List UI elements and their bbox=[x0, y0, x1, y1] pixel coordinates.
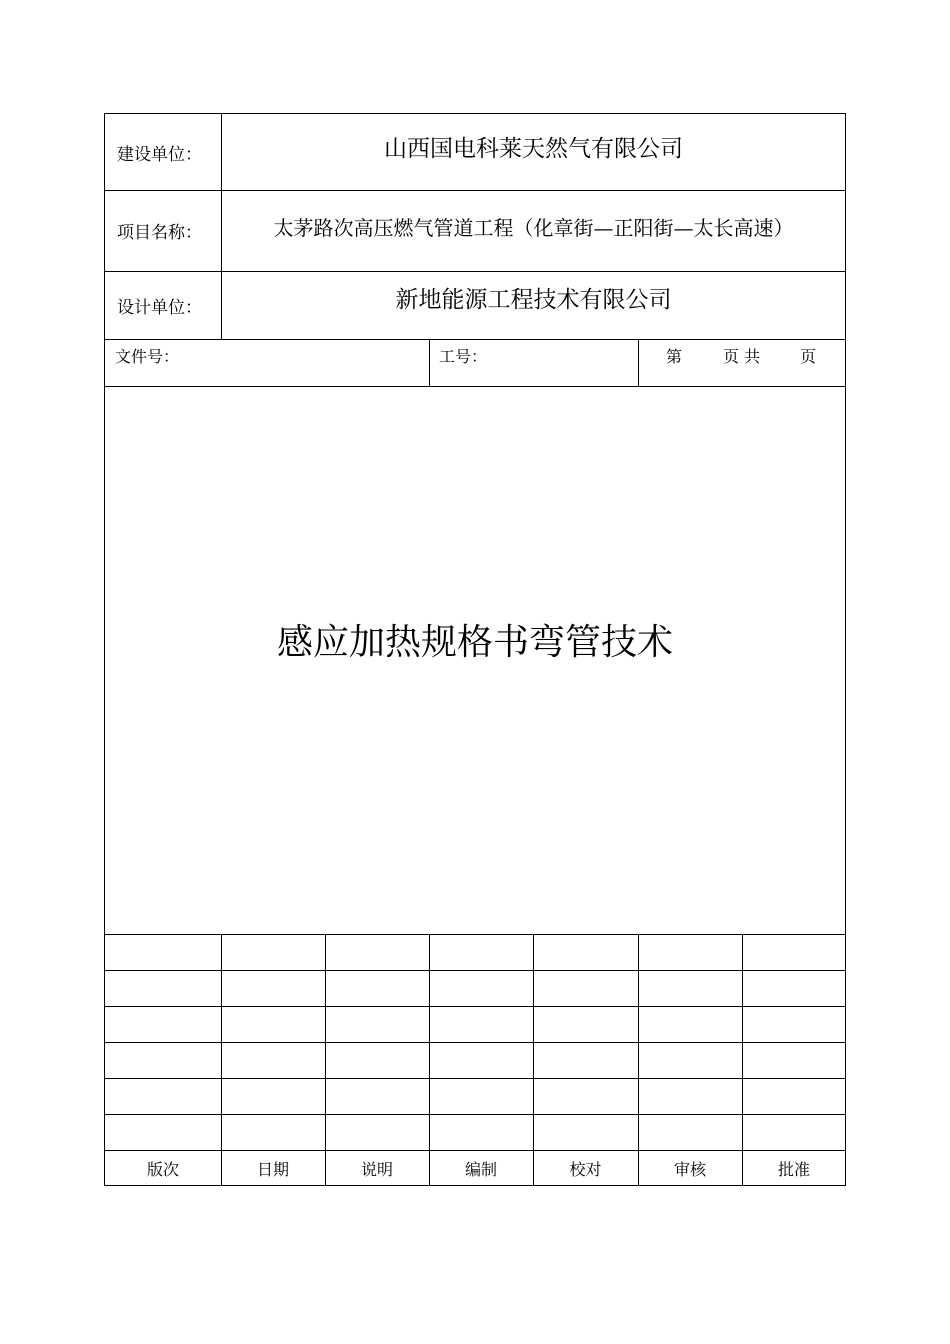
row-divider bbox=[105, 386, 845, 387]
row-divider bbox=[105, 970, 845, 971]
revision-header-cell: 校对 bbox=[569, 1159, 602, 1179]
row-divider bbox=[105, 1006, 845, 1007]
page-prefix: 第 bbox=[666, 346, 683, 366]
revision-header-cell: 日期 bbox=[256, 1159, 289, 1179]
design-unit-value: 新地能源工程技术有限公司 bbox=[395, 286, 672, 313]
construction-unit-value: 山西国电科莱天然气有限公司 bbox=[384, 135, 683, 162]
revision-header-cell: 版次 bbox=[146, 1159, 179, 1179]
row-divider bbox=[105, 1114, 845, 1115]
table-column-divider bbox=[638, 934, 639, 1186]
design-unit-label: 设计单位： bbox=[117, 297, 202, 318]
revision-header-cell: 编制 bbox=[464, 1159, 497, 1179]
page-suffix: 页 bbox=[800, 346, 817, 366]
project-name-value: 太茅路次高压燃气管道工程（化章街—正阳街—太长高速） bbox=[273, 215, 794, 240]
document-form bbox=[104, 113, 846, 1186]
row-divider bbox=[105, 1078, 845, 1079]
file-no-label: 文件号： bbox=[115, 346, 180, 366]
project-name-label: 项目名称： bbox=[117, 223, 202, 243]
table-column-divider bbox=[221, 934, 222, 1186]
table-column-divider bbox=[429, 934, 430, 1186]
work-no-label: 工号： bbox=[439, 346, 488, 366]
table-column-divider bbox=[325, 934, 326, 1186]
table-column-divider bbox=[742, 934, 743, 1186]
table-column-divider bbox=[533, 934, 534, 1186]
revision-header-cell: 审核 bbox=[673, 1159, 706, 1179]
column-divider bbox=[638, 339, 639, 386]
row-divider bbox=[105, 934, 845, 935]
document-title: 感应加热规格书弯管技术 bbox=[276, 622, 673, 663]
column-divider bbox=[429, 339, 430, 386]
page-total-label: 页 共 bbox=[723, 346, 761, 366]
revision-header-cell: 说明 bbox=[360, 1159, 393, 1179]
row-divider bbox=[105, 1042, 845, 1043]
construction-unit-label: 建设单位： bbox=[117, 144, 202, 165]
revision-header-cell: 批准 bbox=[777, 1159, 810, 1179]
